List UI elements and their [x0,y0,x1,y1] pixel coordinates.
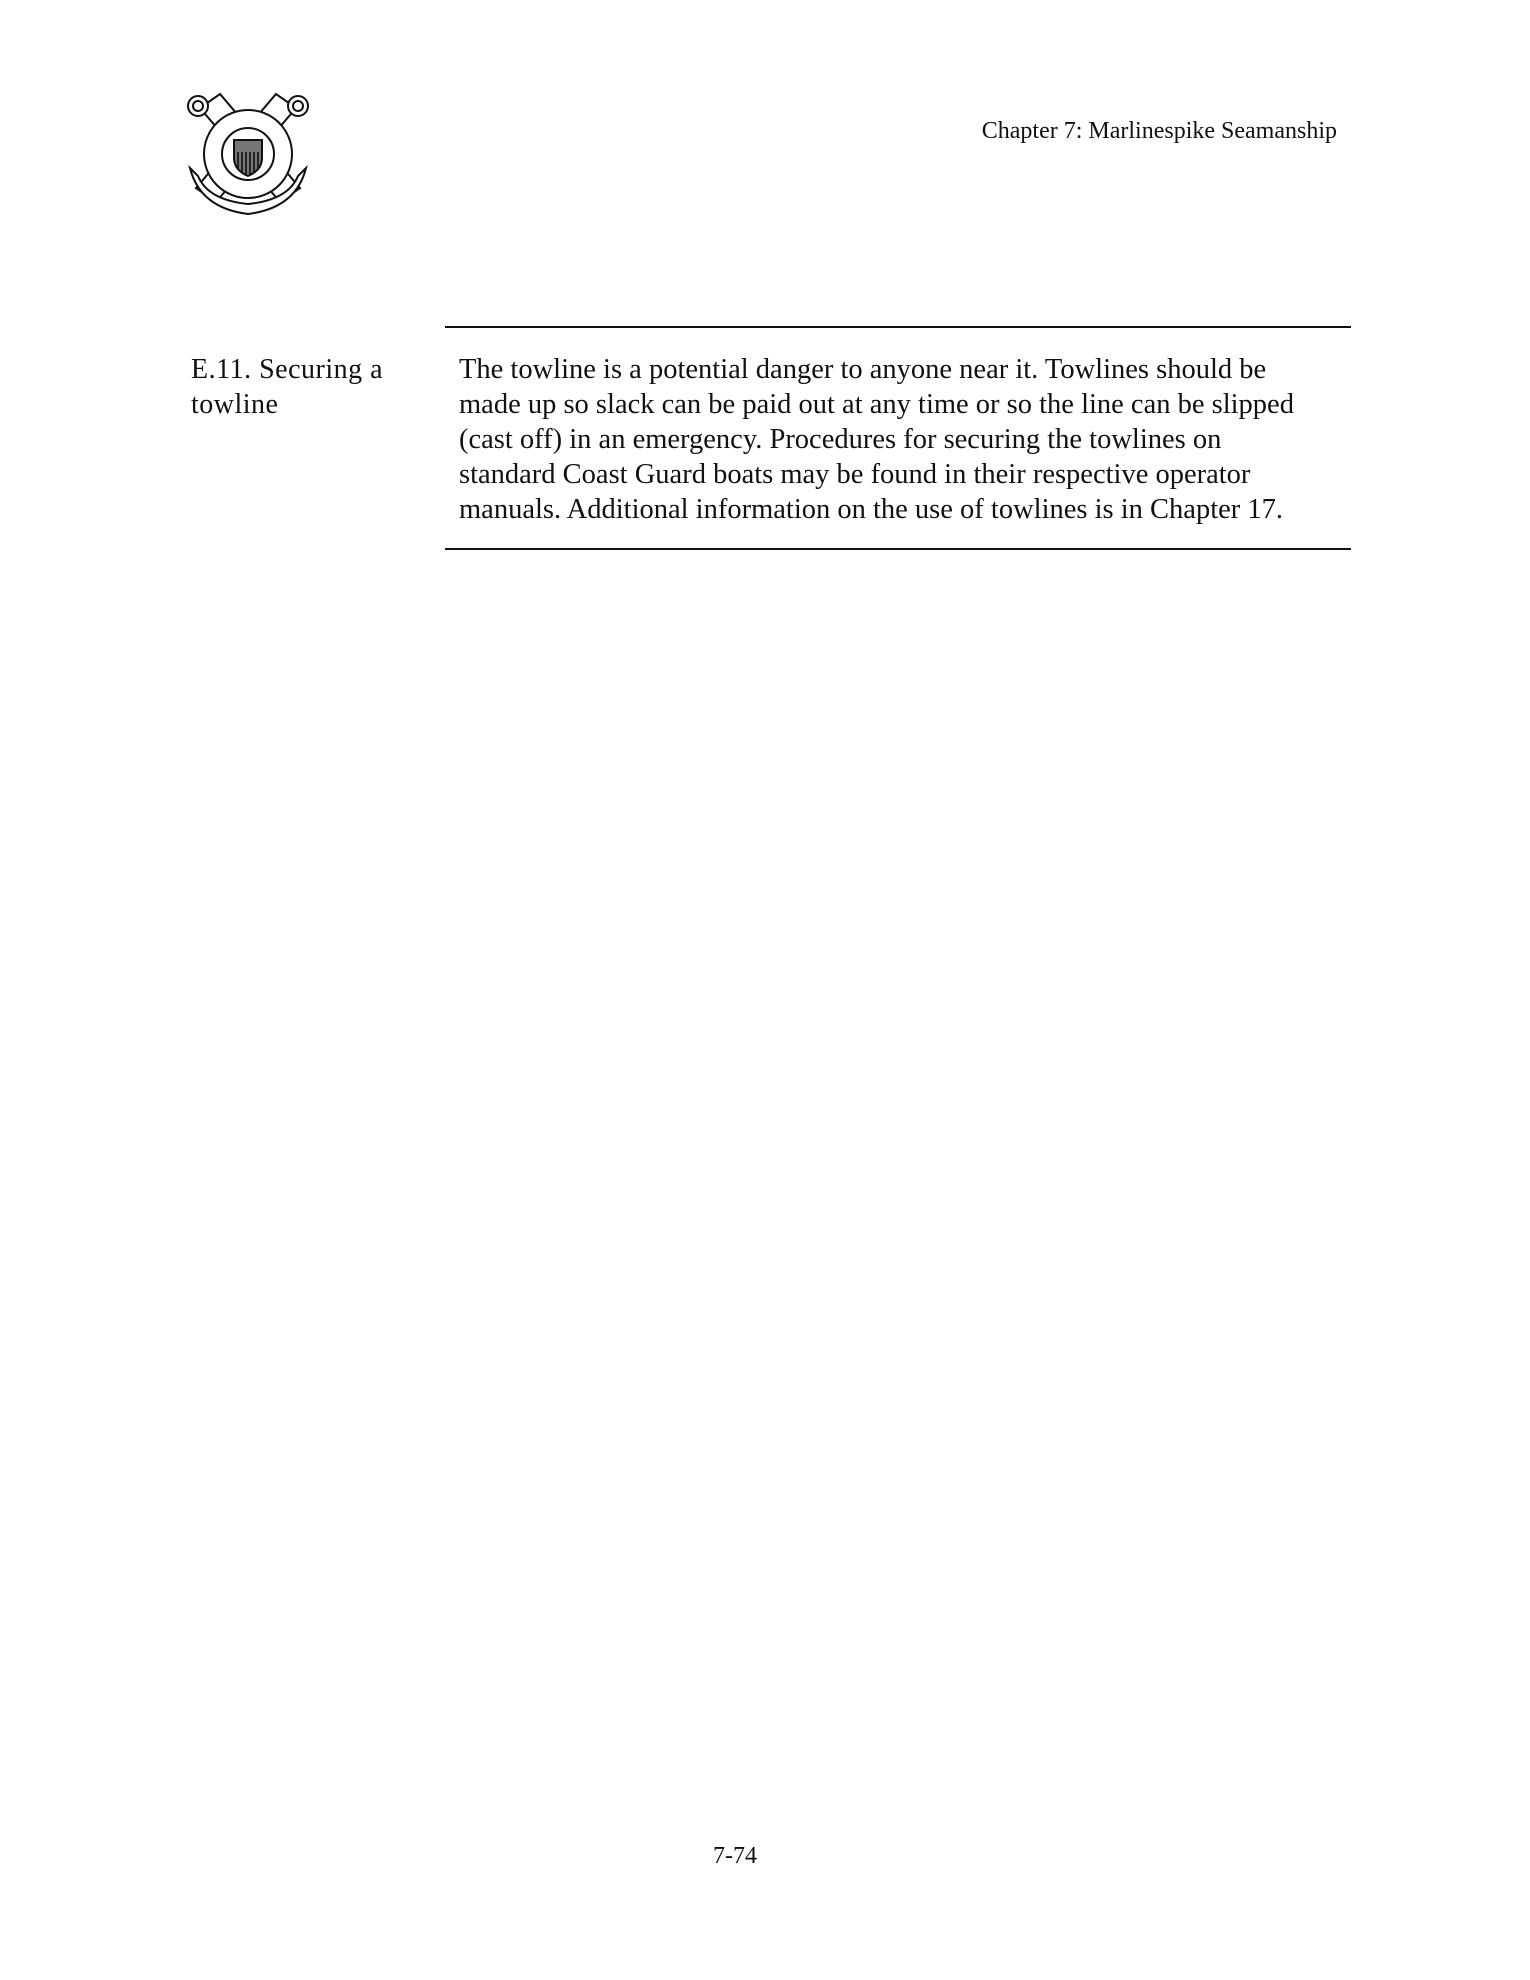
body-line: (cast off) in an emergency. Procedures for securing the towlines on [459,424,1222,455]
coast-guard-seal-logo [180,88,316,224]
body-line: standard Coast Guard boats may be found in their respective operator [459,459,1251,490]
section-label [191,352,431,422]
section-body [459,352,1349,527]
page-number: 7-74 [713,1843,757,1869]
section-label-line: towline [191,389,279,420]
body-line: made up so slack can be paid out at any time or so the line can be slipped [459,389,1294,420]
section-top-rule [445,326,1351,328]
chapter-title: Chapter 7: Marlinespike Seamanship [981,118,1337,144]
body-line: manuals. Additional information on the use of towlines is in Chapter 17. [459,494,1284,525]
body-line: The towline is a potential danger to anyone near it. Towlines should be [459,354,1267,385]
section-bottom-rule [445,548,1351,550]
section-label-line: E.11. Securing a [191,354,384,385]
